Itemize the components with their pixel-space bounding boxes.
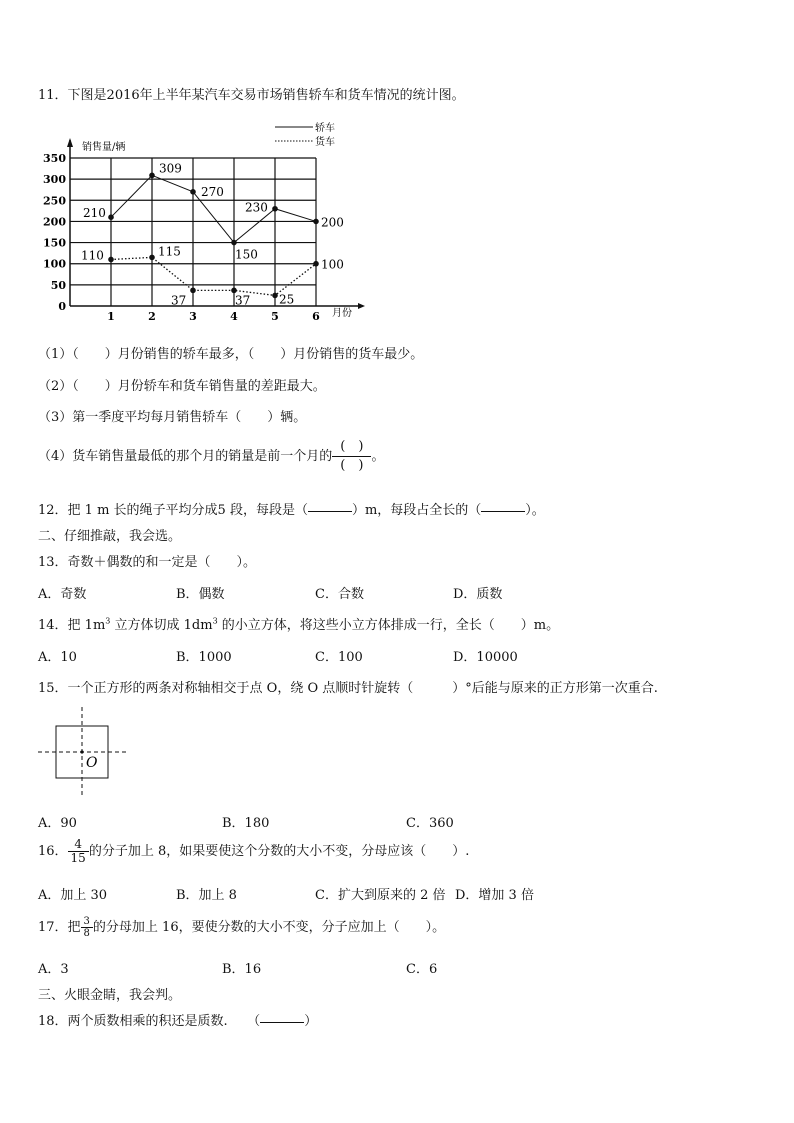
x-tick-label: 6 <box>312 310 320 323</box>
q14-option-c[interactable]: C．100 <box>315 650 363 665</box>
q16-fraction-numerator: 4 <box>68 838 89 852</box>
chart-ylabel: 销售量/辆 <box>82 142 126 153</box>
q12-text-b: ）m，每段占全长的（ <box>351 503 482 518</box>
center-point <box>80 750 83 753</box>
q14-text-a: 14．把 1m <box>38 618 106 633</box>
x-tick-label: 3 <box>189 310 197 323</box>
q14-stem <box>38 614 559 633</box>
q11-part4-fraction <box>332 438 371 475</box>
q14-text-b: 立方体切成 1dm <box>110 618 213 633</box>
q12-text-c: ）。 <box>525 503 545 518</box>
q12-text-a: 12．把 1 m 长的绳子平均分成5 段，每段是（ <box>38 503 308 518</box>
data-label: 25 <box>279 292 295 307</box>
q13-option-b[interactable]: B．偶数 <box>176 587 225 602</box>
data-point <box>231 288 237 294</box>
q14-option-b[interactable]: B．1000 <box>176 650 232 665</box>
y-tick-label: 300 <box>43 173 66 187</box>
center-point-label: O <box>86 755 98 771</box>
q16-fraction-denominator: 15 <box>70 851 86 865</box>
q11-part1: （1）（ ）月份销售的轿车最多，（ ）月份销售的货车最少。 <box>38 347 424 362</box>
q11-part4-end: 。 <box>371 449 385 464</box>
data-point <box>272 293 278 299</box>
q15-stem: 15．一个正方形的两条对称轴相交于点 O，绕 O 点顺时针旋转（ ）°后能与原来的正方形第一次重合. <box>38 681 658 696</box>
data-point <box>313 261 319 267</box>
q15-option-b[interactable]: B．180 <box>222 816 270 831</box>
q14-option-d[interactable]: D．10000 <box>453 650 518 665</box>
data-point <box>190 189 196 195</box>
q14-sup-1: 3 <box>105 616 111 626</box>
y-tick-label: 250 <box>43 194 66 208</box>
x-axis-arrow <box>358 303 365 309</box>
q11-part4 <box>38 438 384 475</box>
q13-option-a[interactable]: A．奇数 <box>38 587 87 602</box>
sales-line-chart <box>30 118 410 328</box>
data-point <box>149 255 155 261</box>
q11-part2: （2）（ ）月份轿车和货车销售量的差距最大。 <box>38 379 326 394</box>
q13-option-c[interactable]: C．合数 <box>315 587 364 602</box>
q18-stem <box>38 1010 317 1029</box>
y-tick-label: 0 <box>58 300 66 313</box>
data-label: 37 <box>171 293 187 308</box>
q11-part4-text: （4）货车销售量最低的那个月的销量是前一个月的 <box>38 449 333 464</box>
q16-number: 16． <box>38 844 68 859</box>
data-label: 309 <box>159 161 182 176</box>
q17-text-a: 17．把 <box>38 920 81 935</box>
data-label: 115 <box>158 244 181 259</box>
q12-blank-fraction[interactable] <box>481 510 525 512</box>
q16-option-d[interactable]: D．增加 3 倍 <box>455 888 534 903</box>
q14-option-a[interactable]: A．10 <box>38 650 77 665</box>
data-label: 210 <box>83 206 106 221</box>
q11-stem: 11．下图是2016年上半年某汽车交易市场销售轿车和货车情况的统计图。 <box>38 88 465 103</box>
q17-option-a[interactable]: A．3 <box>38 962 69 977</box>
x-tick-label: 1 <box>107 310 115 323</box>
fraction-numerator-blank[interactable]: ( ) <box>332 438 371 457</box>
q17-text-b: 的分母加上 16，要使分数的大小不变，分子应加上（ ）。 <box>92 920 446 935</box>
y-tick-label: 100 <box>43 257 66 271</box>
y-tick-label: 200 <box>43 215 66 229</box>
section-3-heading: 三、火眼金睛，我会判。 <box>38 988 182 1003</box>
q12-blank-length[interactable] <box>308 510 352 512</box>
x-tick-label: 4 <box>230 310 238 323</box>
data-label: 100 <box>321 257 344 272</box>
data-label: 270 <box>201 184 224 199</box>
q12 <box>38 499 545 518</box>
legend-label-sedan: 轿车 <box>315 123 335 134</box>
data-point <box>149 173 155 179</box>
y-tick-label: 50 <box>50 278 66 292</box>
q18-text-b: ） <box>304 1014 318 1029</box>
q17-fraction <box>81 916 93 939</box>
q14-sup-2: 3 <box>212 616 218 626</box>
q11-part3: （3）第一季度平均每月销售轿车（ ）辆。 <box>38 410 307 425</box>
y-tick-label: 350 <box>43 152 66 165</box>
q17-fraction-numerator: 3 <box>81 916 93 928</box>
data-label: 200 <box>321 215 344 230</box>
y-tick-label: 150 <box>43 236 66 250</box>
series-line-truck <box>111 257 316 295</box>
data-label: 37 <box>235 293 251 308</box>
data-point <box>108 214 114 220</box>
q16-option-c[interactable]: C．扩大到原来的 2 倍 <box>315 888 446 903</box>
q16-option-b[interactable]: B．加上 8 <box>176 888 237 903</box>
q13-stem: 13．奇数＋偶数的和一定是（ ）。 <box>38 555 257 570</box>
data-point <box>313 219 319 225</box>
q17-option-c[interactable]: C．6 <box>406 962 438 977</box>
q18-text-a: 18．两个质数相乘的积还是质数. （ <box>38 1014 261 1029</box>
data-label: 230 <box>245 200 268 215</box>
chart-xlabel: 月份 <box>332 308 352 319</box>
x-tick-label: 5 <box>271 310 279 323</box>
square-with-symmetry-axes <box>36 705 136 801</box>
q16-option-a[interactable]: A．加上 30 <box>38 888 108 903</box>
q18-blank[interactable] <box>260 1021 304 1023</box>
section-2-heading: 二、仔细推敲，我会选。 <box>38 529 182 544</box>
data-point <box>231 240 237 246</box>
q17-fraction-denominator: 8 <box>83 928 90 939</box>
q15-option-c[interactable]: C．360 <box>406 816 454 831</box>
data-point <box>190 288 196 294</box>
data-point <box>272 206 278 212</box>
data-point <box>108 257 114 263</box>
q17-option-b[interactable]: B．16 <box>222 962 262 977</box>
q13-option-d[interactable]: D．质数 <box>453 587 503 602</box>
q16-fraction <box>68 838 89 865</box>
data-label: 110 <box>81 248 104 263</box>
legend-label-truck: 货车 <box>315 137 335 148</box>
q16-text: 的分子加上 8，如果要使这个分数的大小不变，分母应该（ ）. <box>88 844 470 859</box>
q15-option-a[interactable]: A．90 <box>38 816 77 831</box>
q16-stem <box>38 838 469 865</box>
q14-text-c: 的小立方体，将这些小立方体排成一行，全长（ ）m。 <box>217 618 560 633</box>
y-axis-arrow <box>67 138 73 147</box>
data-label: 150 <box>235 247 258 262</box>
x-tick-label: 2 <box>148 310 156 323</box>
chart-legend <box>275 122 335 148</box>
q17-stem <box>38 916 445 939</box>
fraction-denominator-blank[interactable]: ( ) <box>340 458 364 473</box>
